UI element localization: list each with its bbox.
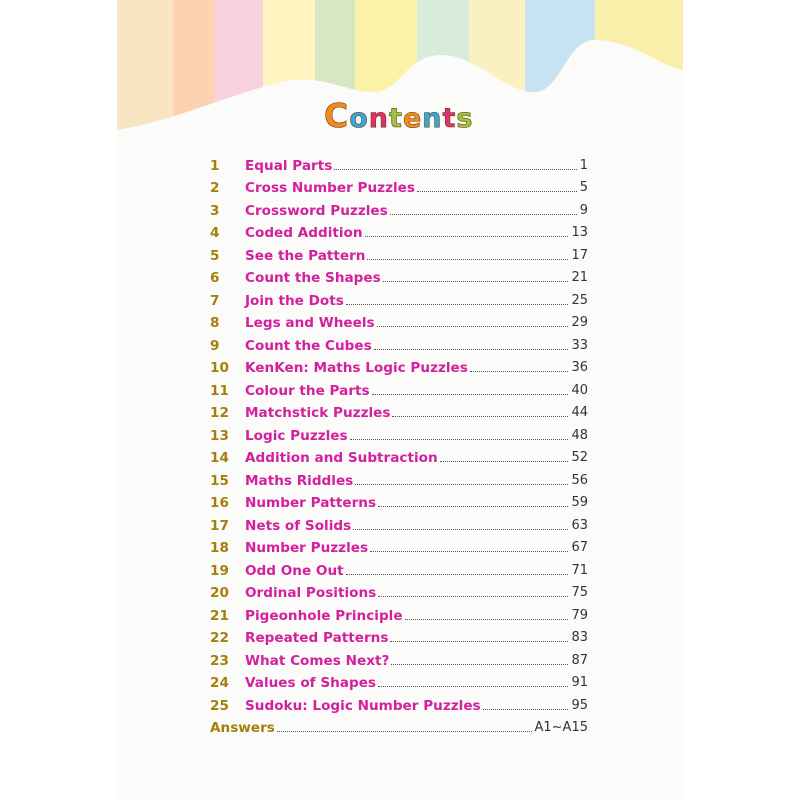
toc-row[interactable] — [210, 151, 588, 174]
chapter-number: 2 — [210, 180, 220, 196]
dot-leader — [440, 461, 569, 462]
chapter-number: 25 — [210, 697, 229, 714]
dot-leader — [367, 259, 568, 260]
page-number: 25 — [571, 292, 588, 308]
dot-leader — [470, 371, 569, 372]
toc-row[interactable] — [210, 286, 588, 309]
chapter-number: 4 — [210, 225, 220, 241]
dot-leader — [355, 484, 568, 485]
page-number: 83 — [571, 630, 588, 645]
toc-row[interactable] — [210, 579, 588, 602]
page-number: 1 — [579, 157, 588, 173]
toc-row[interactable] — [210, 174, 588, 197]
chapter-title: Join the Dots — [245, 292, 344, 309]
dot-leader — [370, 551, 568, 552]
page-number: 63 — [571, 517, 588, 533]
page-number: 33 — [571, 337, 588, 353]
page-number: 40 — [571, 382, 588, 398]
dot-leader — [383, 281, 569, 282]
dot-leader — [346, 304, 569, 305]
page-number: 9 — [579, 202, 588, 218]
chapter-title: Matchstick Puzzles — [245, 405, 391, 421]
answers-label: Answers — [210, 720, 275, 736]
toc-row[interactable] — [210, 444, 588, 467]
page-number: 79 — [571, 607, 588, 623]
title-letter: C — [324, 96, 350, 135]
toc-row[interactable] — [210, 691, 588, 714]
title-letter: n — [422, 103, 443, 134]
dot-leader — [390, 214, 577, 215]
title-letter: o — [349, 103, 369, 134]
dot-leader — [350, 439, 569, 440]
title-letter: s — [456, 103, 474, 134]
toc-row[interactable] — [210, 466, 588, 489]
toc-row[interactable] — [210, 331, 588, 354]
chapter-number: 13 — [210, 427, 229, 444]
chapter-title: Odd One Out — [245, 562, 344, 579]
page-number: 21 — [571, 270, 588, 285]
chapter-title: Maths Riddles — [245, 472, 354, 489]
toc-row[interactable] — [210, 556, 588, 579]
chapter-title: What Comes Next? — [245, 652, 390, 669]
chapter-number: 7 — [210, 292, 220, 309]
chapter-title: Number Patterns — [245, 495, 377, 511]
toc-row[interactable] — [210, 601, 588, 624]
page-number: 17 — [571, 247, 588, 263]
dot-leader — [374, 349, 569, 350]
chapter-number: 11 — [210, 382, 229, 399]
chapter-number: 22 — [210, 630, 229, 646]
toc-row[interactable] — [210, 264, 588, 287]
chapter-title: Addition and Subtraction — [245, 450, 438, 466]
chapter-title: Nets of Solids — [245, 517, 352, 534]
page-number: 95 — [571, 697, 588, 713]
dot-leader — [405, 619, 569, 620]
chapter-number: 6 — [210, 270, 220, 286]
chapter-title: Ordinal Positions — [245, 585, 377, 601]
toc-row[interactable] — [210, 511, 588, 534]
dot-leader — [377, 326, 569, 327]
toc-row[interactable] — [210, 376, 588, 399]
toc-row[interactable] — [210, 534, 588, 557]
chapter-title: Colour the Parts — [245, 382, 370, 399]
title-letter: t — [442, 103, 457, 134]
chapter-number: 5 — [210, 247, 220, 264]
toc-row[interactable] — [210, 489, 588, 512]
toc-row[interactable] — [210, 421, 588, 444]
toc-row[interactable] — [210, 309, 588, 332]
chapter-number: 12 — [210, 405, 229, 421]
dot-leader — [353, 529, 568, 530]
chapter-number: 18 — [210, 540, 229, 556]
dot-leader — [378, 506, 568, 507]
dot-leader — [390, 641, 568, 642]
chapter-title: Cross Number Puzzles — [245, 180, 415, 196]
toc-row[interactable] — [210, 219, 588, 242]
chapter-title: Count the Cubes — [245, 337, 372, 354]
page-number: 13 — [571, 225, 588, 240]
chapter-title: Count the Shapes — [245, 270, 381, 286]
chapter-number: 10 — [210, 360, 229, 376]
chapter-number: 15 — [210, 472, 229, 489]
chapter-number: 16 — [210, 495, 229, 511]
title-letter: n — [368, 103, 390, 134]
page-number: 87 — [571, 652, 588, 668]
page-number: 52 — [571, 450, 588, 465]
chapter-number: 9 — [210, 337, 220, 354]
page-number: 67 — [571, 540, 588, 555]
page-number: 5 — [579, 180, 588, 195]
dot-leader — [277, 731, 532, 732]
toc-row[interactable] — [210, 241, 588, 264]
page-number: 48 — [571, 427, 588, 443]
toc-row[interactable] — [210, 646, 588, 669]
dot-leader — [346, 574, 569, 575]
dot-leader — [378, 596, 568, 597]
chapter-number: 14 — [210, 450, 229, 466]
chapter-number: 23 — [210, 652, 229, 669]
toc-row[interactable] — [210, 196, 588, 219]
chapter-number: 24 — [210, 675, 229, 691]
page-number: 91 — [571, 675, 588, 690]
dot-leader — [372, 394, 569, 395]
chapter-title: Equal Parts — [245, 157, 333, 174]
title-letter: t — [389, 103, 403, 134]
chapter-title: Legs and Wheels — [245, 315, 375, 331]
chapter-title: Repeated Patterns — [245, 630, 389, 646]
page-number: 59 — [571, 495, 588, 510]
toc-answers-row[interactable] — [210, 714, 588, 737]
page-number: A1~A15 — [534, 720, 588, 735]
dot-leader — [378, 686, 568, 687]
book-page — [117, 0, 683, 800]
page-number: 71 — [571, 562, 588, 578]
chapter-title: Number Puzzles — [245, 540, 369, 556]
chapter-title: Sudoku: Logic Number Puzzles — [245, 697, 481, 714]
dot-leader — [392, 416, 568, 417]
chapter-number: 19 — [210, 562, 229, 579]
page-number: 44 — [571, 405, 588, 420]
page-number: 29 — [571, 315, 588, 330]
toc-row[interactable] — [210, 354, 588, 377]
toc-row[interactable] — [210, 669, 588, 692]
toc-row[interactable] — [210, 399, 588, 422]
chapter-number: 8 — [210, 315, 220, 331]
chapter-title: Values of Shapes — [245, 675, 376, 691]
dot-leader — [391, 664, 568, 665]
chapter-title: Logic Puzzles — [245, 427, 348, 444]
chapter-title: Crossword Puzzles — [245, 202, 388, 219]
chapter-title: Coded Addition — [245, 225, 363, 241]
table-of-contents — [210, 151, 588, 736]
page-number: 36 — [571, 360, 588, 375]
dot-leader — [365, 236, 569, 237]
toc-row[interactable] — [210, 624, 588, 647]
dot-leader — [334, 169, 576, 170]
chapter-title: KenKen: Maths Logic Puzzles — [245, 360, 468, 376]
chapter-number: 21 — [210, 607, 229, 624]
chapter-number: 20 — [210, 585, 229, 601]
title-letter: e — [402, 103, 423, 134]
dot-leader — [483, 709, 569, 710]
chapter-title: Pigeonhole Principle — [245, 607, 403, 624]
page-title — [324, 96, 473, 136]
chapter-number: 1 — [210, 157, 220, 174]
dot-leader — [417, 191, 577, 192]
page-number: 75 — [571, 585, 588, 600]
chapter-number: 3 — [210, 202, 220, 219]
page-number: 56 — [571, 472, 588, 488]
chapter-title: See the Pattern — [245, 247, 366, 264]
chapter-number: 17 — [210, 517, 229, 534]
